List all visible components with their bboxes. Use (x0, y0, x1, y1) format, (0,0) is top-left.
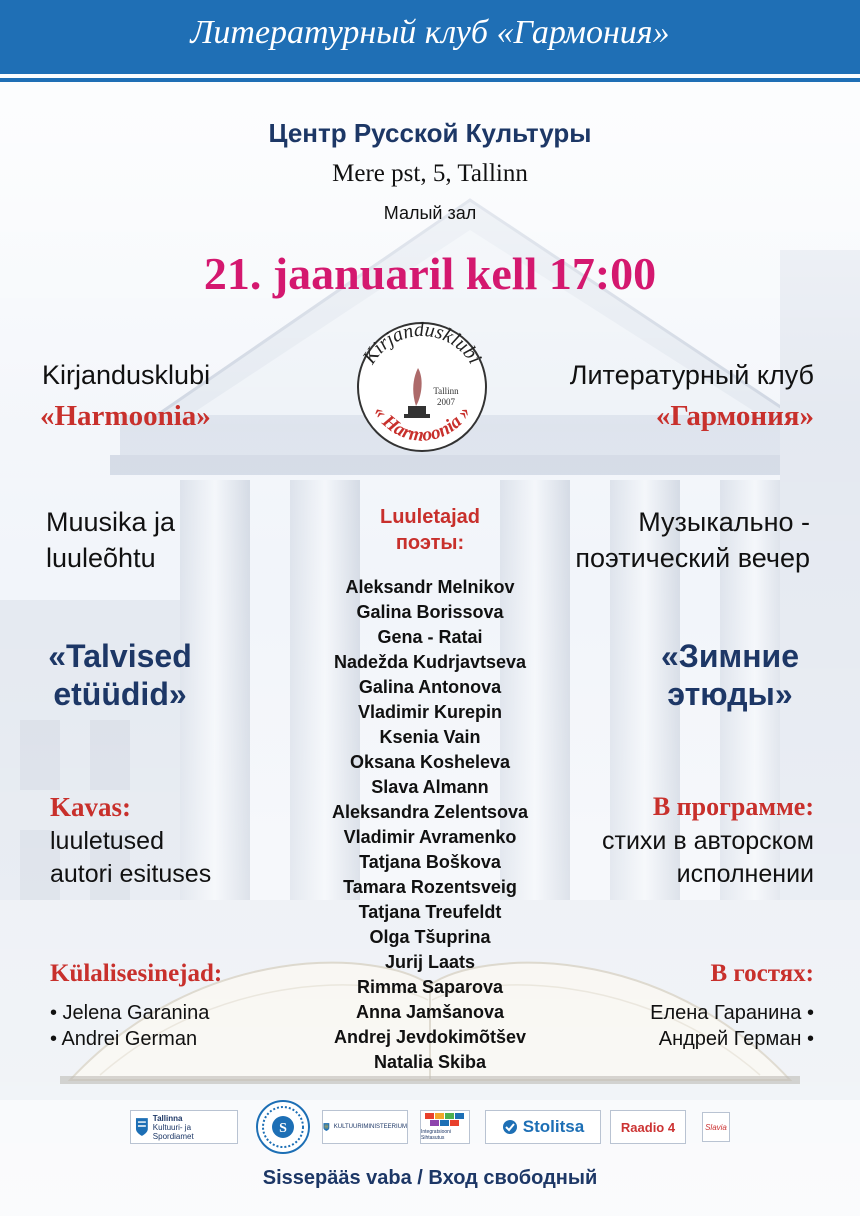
list-item: Galina Borissova (356, 602, 504, 622)
right-theme-line2: этюды» (667, 676, 793, 712)
venue-hall: Малый зал (383, 203, 477, 223)
stolitsa-check-icon (502, 1119, 518, 1135)
emblem-icon (260, 1104, 306, 1150)
left-program-line1: luuletused (50, 827, 164, 855)
header-bar (0, 0, 860, 74)
right-theme (640, 637, 820, 713)
list-item: Tamara Rozentsveig (343, 877, 517, 897)
puzzle-icon (425, 1113, 465, 1127)
list-item: Rimma Saparova (356, 977, 504, 997)
right-evening-line1: Музыкально - (638, 507, 810, 537)
right-club-name: «Гармония» (655, 400, 814, 432)
sponsor-slavia-label: Slavia (705, 1122, 727, 1132)
right-program-heading: В программе: (652, 792, 814, 821)
poets-heading-et: Luuletajad (379, 506, 480, 528)
tallinn-crest-icon (135, 1117, 149, 1137)
list-item: Nadežda Kudrjavtseva (333, 652, 527, 672)
sponsor-tallinn-logo (130, 1110, 238, 1144)
sponsor-integr-label: Integratsiooni Sihtasutus (421, 1129, 452, 1141)
sponsor-tallinn-line2: Kultuuri- ja Spordiamet (152, 1122, 194, 1141)
sponsor-stolitsa-logo (485, 1110, 601, 1144)
list-item: Андрей Герман • (658, 1028, 814, 1050)
right-program-line2: исполнении (676, 860, 814, 888)
logo-city: Tallinn (433, 386, 459, 396)
sponsor-kultmin-label: KULTUURIMINISTEERIUM (333, 1124, 407, 1130)
sponsor-stolitsa-label: Stolitsa (522, 1117, 585, 1136)
right-guests-list (650, 1000, 814, 1052)
estonia-crest-icon (323, 1118, 330, 1136)
sponsor-integratsioon-logo (420, 1110, 470, 1144)
svg-text:S: S (279, 1121, 287, 1136)
left-evening-title (46, 504, 175, 576)
logo-year: 2007 (437, 397, 455, 407)
list-item: • Andrei German (50, 1028, 198, 1050)
left-guests-heading: Külalisesinejad: (50, 960, 223, 987)
list-item: Tatjana Treufeldt (358, 902, 502, 922)
sponsor-raadio4-logo (610, 1110, 686, 1144)
left-evening-line1: Muusika ja (46, 507, 176, 537)
sponsor-raadio-label: Raadio 4 (620, 1119, 676, 1135)
left-program (50, 825, 211, 891)
list-item: Ksenia Vain (379, 727, 481, 747)
list-item: Olga Tšuprina (369, 927, 491, 947)
list-item: Galina Antonova (358, 677, 502, 697)
footer-entrance-note: Sissepääs vaba / Вход свободный (262, 1167, 598, 1189)
left-program-heading: Kavas: (50, 792, 131, 822)
left-theme-line2: etüüdid» (53, 676, 187, 712)
event-datetime: 21. jaanuaril kell 17:00 (203, 248, 657, 299)
right-evening-line2: поэтический вечер (575, 543, 810, 573)
list-item: Елена Гаранина • (650, 1002, 814, 1024)
poets-heading (330, 504, 530, 556)
right-guests-heading: В гостях: (710, 960, 814, 987)
right-club-label: Литературный клуб (569, 360, 814, 390)
right-evening-title (575, 504, 810, 576)
club-logo (338, 318, 506, 456)
list-item: Andrej Jevdokimõtšev (333, 1027, 527, 1047)
left-club-name: «Harmoonia» (40, 400, 211, 432)
list-item: Natalia Skiba (373, 1052, 487, 1072)
list-item: Tatjana Boškova (359, 852, 501, 872)
left-evening-line2: luuleõhtu (46, 543, 156, 573)
list-item: Anna Jamšanova (355, 1002, 505, 1022)
logo-top-text: Kirjandusklubi (358, 318, 486, 368)
venue-address: Mere pst, 5, Tallinn (332, 160, 528, 187)
left-program-line2: autori esituses (50, 860, 212, 888)
list-item: Vladimir Avramenko (343, 827, 517, 847)
list-item: Jurij Laats (384, 952, 476, 972)
header-divider (0, 78, 860, 82)
left-theme (40, 637, 200, 713)
poets-list (290, 575, 570, 1075)
list-item: • Jelena Garanina (50, 1002, 210, 1024)
header-title: Литературный клуб «Гармония» (190, 14, 670, 51)
right-program (602, 825, 814, 891)
poets-heading-ru: поэты: (395, 532, 465, 554)
list-item: Gena - Ratai (377, 627, 483, 647)
sponsor-kultuuriministeerium-logo (322, 1110, 408, 1144)
list-item: Aleksandr Melnikov (345, 577, 515, 597)
sponsor-tallinn-line1: Tallinna (152, 1113, 183, 1123)
venue-name: Центр Русской Культуры (268, 118, 592, 148)
list-item: Vladimir Kurepin (357, 702, 503, 722)
logo-club-name: « Harmoonia » (368, 402, 476, 447)
right-program-line1: стихи в авторском (602, 827, 814, 855)
sponsor-slavia-logo (702, 1112, 730, 1142)
left-theme-line1: «Talvised (48, 638, 192, 674)
list-item: Aleksandra Zelentsova (331, 802, 529, 822)
list-item: Oksana Kosheleva (349, 752, 511, 772)
right-theme-line1: «Зимние (661, 638, 799, 674)
list-item: Slava Almann (371, 777, 489, 797)
left-guests-list (50, 1000, 209, 1052)
left-club-label: Kirjandusklubi (42, 360, 211, 390)
sponsor-circle-emblem (256, 1100, 310, 1154)
